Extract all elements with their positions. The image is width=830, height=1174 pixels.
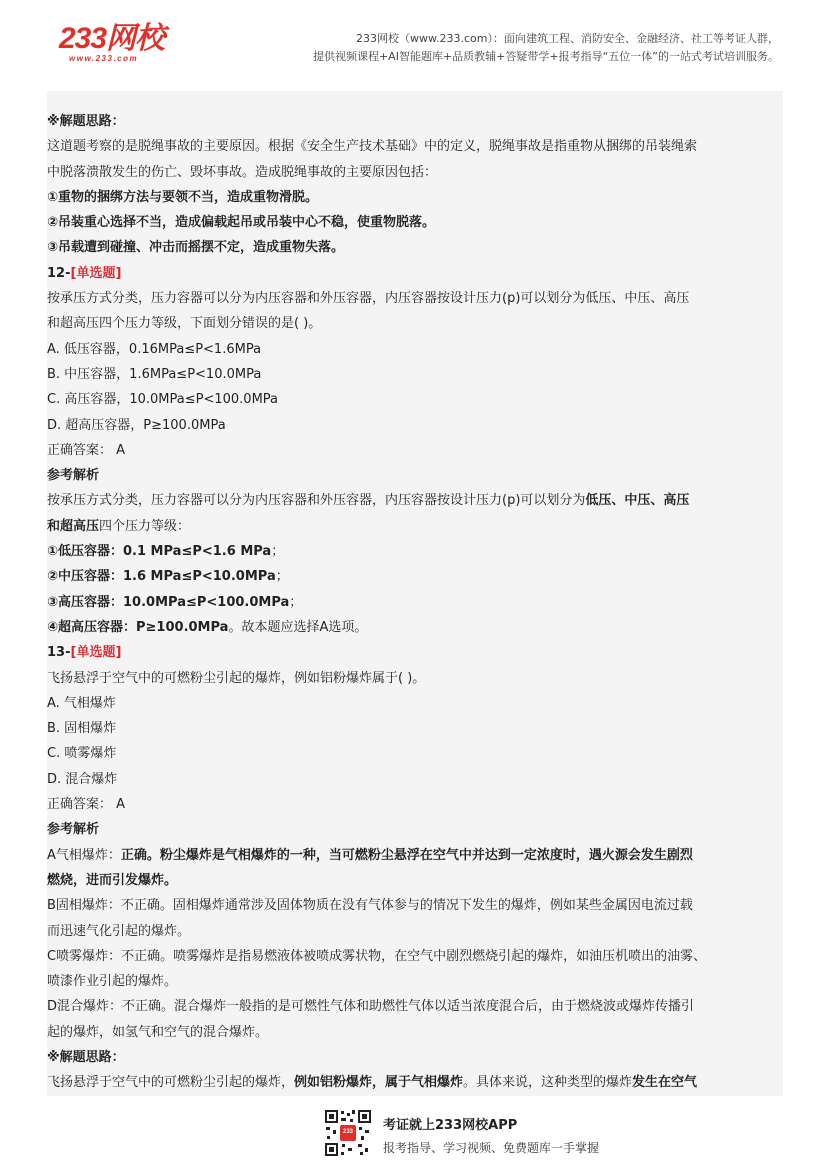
analysis-bold: 正确。粉尘爆炸是气相爆炸的一种，当可燃粉尘悬浮在空气中并达到一定浓度时，遇火源会发生剧烈 [120, 847, 693, 863]
q11-reason: ②吊装重心选择不当，造成偏载起吊或吊装中心不稳，使重物脱落。 [47, 215, 436, 231]
analysis-bold: 和超高压 [47, 518, 100, 534]
q13-analysis-title: 参考解析 [47, 822, 100, 838]
q13-analysis-a: 燃烧，进而引发爆炸。 [47, 872, 178, 888]
q12-analysis [47, 539, 783, 564]
q12-stem: 和超高压四个压力等级，下面划分错误的是( )。 [47, 316, 322, 332]
question-number: 12- [47, 265, 71, 281]
q13-option-b: B. 固相爆炸 [47, 721, 117, 737]
q12-option-a: A. 低压容器，0.16MPa≤P<1.6MPa [47, 341, 262, 357]
analysis-bold: ④超高压容器：P≥100.0MPa [47, 619, 229, 635]
qr-badge: 233 [342, 1129, 353, 1135]
logo-text: 233网校 [59, 22, 165, 55]
q12-option-c: C. 高压容器，10.0MPa≤P<100.0MPa [47, 392, 279, 408]
q12-heading [47, 261, 783, 286]
analysis-text: A气相爆炸： [47, 847, 121, 863]
page-footer [323, 1106, 643, 1162]
analysis-text: 按承压方式分类，压力容器可以分为内压容器和外压容器，内压容器按设计压力(p)可以划分为 [47, 493, 586, 509]
q13-stem: 飞扬悬浮于空气中的可燃粉尘引起的爆炸，例如铝粉爆炸属于( )。 [47, 670, 426, 686]
approach-text: 飞扬悬浮于空气中的可燃粉尘引起的爆炸， [47, 1075, 295, 1091]
q12-stem: 按承压方式分类，压力容器可以分为内压容器和外压容器，内压容器按设计压力(p)可以划分为低压、中压、高压 [47, 291, 690, 307]
page-header [47, 14, 783, 84]
analysis-text: 。故本题应选择A选项。 [228, 619, 368, 635]
question-type-tag: [单选题] [70, 265, 122, 281]
q12-analysis [47, 488, 783, 513]
q13-heading [47, 640, 783, 665]
q12-analysis [47, 564, 783, 589]
q11-approach-title: ※解题思路： [47, 114, 125, 129]
q13-analysis-c: 喷漆作业引起的爆炸。 [47, 974, 178, 990]
q12-answer: 正确答案： A [47, 442, 126, 458]
q13-approach-title: ※解题思路： [47, 1049, 125, 1065]
analysis-bold: ①低压容器：0.1 MPa≤P<1.6 MPa [47, 544, 272, 560]
approach-bold: 发生在空气 [632, 1075, 698, 1091]
q12-option-b: B. 中压容器，1.6MPa≤P<10.0MPa [47, 366, 262, 382]
q11-approach-text: 中脱落溃散发生的伤亡、毁坏事故。造成脱绳事故的主要原因包括： [47, 164, 438, 180]
footer-app-subtitle: 报考指导、学习视频、免费题库一手掌握 [383, 1141, 600, 1155]
q13-option-d: D. 混合爆炸 [47, 771, 118, 787]
approach-bold: 例如铝粉爆炸，属于气相爆炸 [294, 1075, 464, 1091]
question-type-tag: [单选题] [70, 645, 122, 661]
question-content [47, 91, 783, 1096]
q13-answer: 正确答案： A [47, 797, 126, 813]
footer-app-title[interactable]: 考证就上233网校APP [383, 1118, 518, 1133]
q13-option-a: A. 气相爆炸 [47, 695, 116, 711]
analysis-text: ； [275, 569, 289, 585]
approach-text: 。具体来说，这种类型的爆炸 [463, 1075, 633, 1091]
q13-analysis-a [47, 843, 783, 868]
analysis-text: ； [289, 594, 303, 610]
q12-analysis [47, 615, 783, 640]
slogan-line-1: 233网校（www.233.com）：面向建筑工程、消防安全、金融经济、社工等考证人群， [356, 32, 779, 45]
q11-approach-text: 这道题考察的是脱绳事故的主要原因。根据《安全生产技术基础》中的定义，脱绳事故是指重物从捆绑的吊装绳索 [47, 139, 698, 155]
analysis-text: ； [271, 544, 285, 560]
q12-analysis [47, 514, 783, 539]
qr-code-icon[interactable] [323, 1108, 373, 1158]
slogan-line-2: 提供视频课程+AI智能题库+品质教辅+答疑带学+报考指导“五位一体”的一站式考试培训服务。 [312, 50, 779, 63]
q13-analysis-b: B固相爆炸：不正确。固相爆炸通常涉及固体物质在没有气体参与的情况下发生的爆炸，例如某些金属因电流过载 [47, 898, 693, 914]
q11-reason: ③吊载遭到碰撞、冲击而摇摆不定，造成重物失落。 [47, 240, 345, 256]
q13-analysis-d: 起的爆炸，如氢气和空气的混合爆炸。 [47, 1024, 269, 1040]
analysis-text: 四个压力等级： [99, 518, 191, 534]
analysis-bold: ②中压容器：1.6 MPa≤P<10.0MPa [47, 569, 276, 585]
q12-analysis-title: 参考解析 [47, 468, 100, 484]
q13-approach-text [47, 1070, 783, 1095]
brand-logo[interactable] [59, 24, 209, 72]
analysis-bold: ③高压容器：10.0MPa≤P<100.0MPa [47, 594, 290, 610]
question-number: 13- [47, 645, 71, 661]
logo-url: www.233.com [69, 54, 139, 63]
q13-analysis-c: C喷雾爆炸：不正确。喷雾爆炸是指易燃液体被喷成雾状物，在空气中剧烈燃烧引起的爆炸，如油压机喷出的油雾、 [47, 948, 707, 964]
q13-analysis-d: D混合爆炸：不正确。混合爆炸一般指的是可燃性气体和助燃性气体以适当浓度混合后，由于燃烧波或爆炸传播引 [47, 999, 695, 1015]
q11-reason: ①重物的捆绑方法与要领不当，造成重物滑脱。 [47, 189, 319, 205]
analysis-bold: 低压、中压、高压 [585, 493, 690, 509]
q13-option-c: C. 喷雾爆炸 [47, 746, 117, 762]
q12-analysis [47, 590, 783, 615]
header-slogan [313, 30, 779, 66]
q12-option-d: D. 超高压容器，P≥100.0MPa [47, 417, 226, 433]
q13-analysis-b: 而迅速气化引起的爆炸。 [47, 923, 191, 939]
